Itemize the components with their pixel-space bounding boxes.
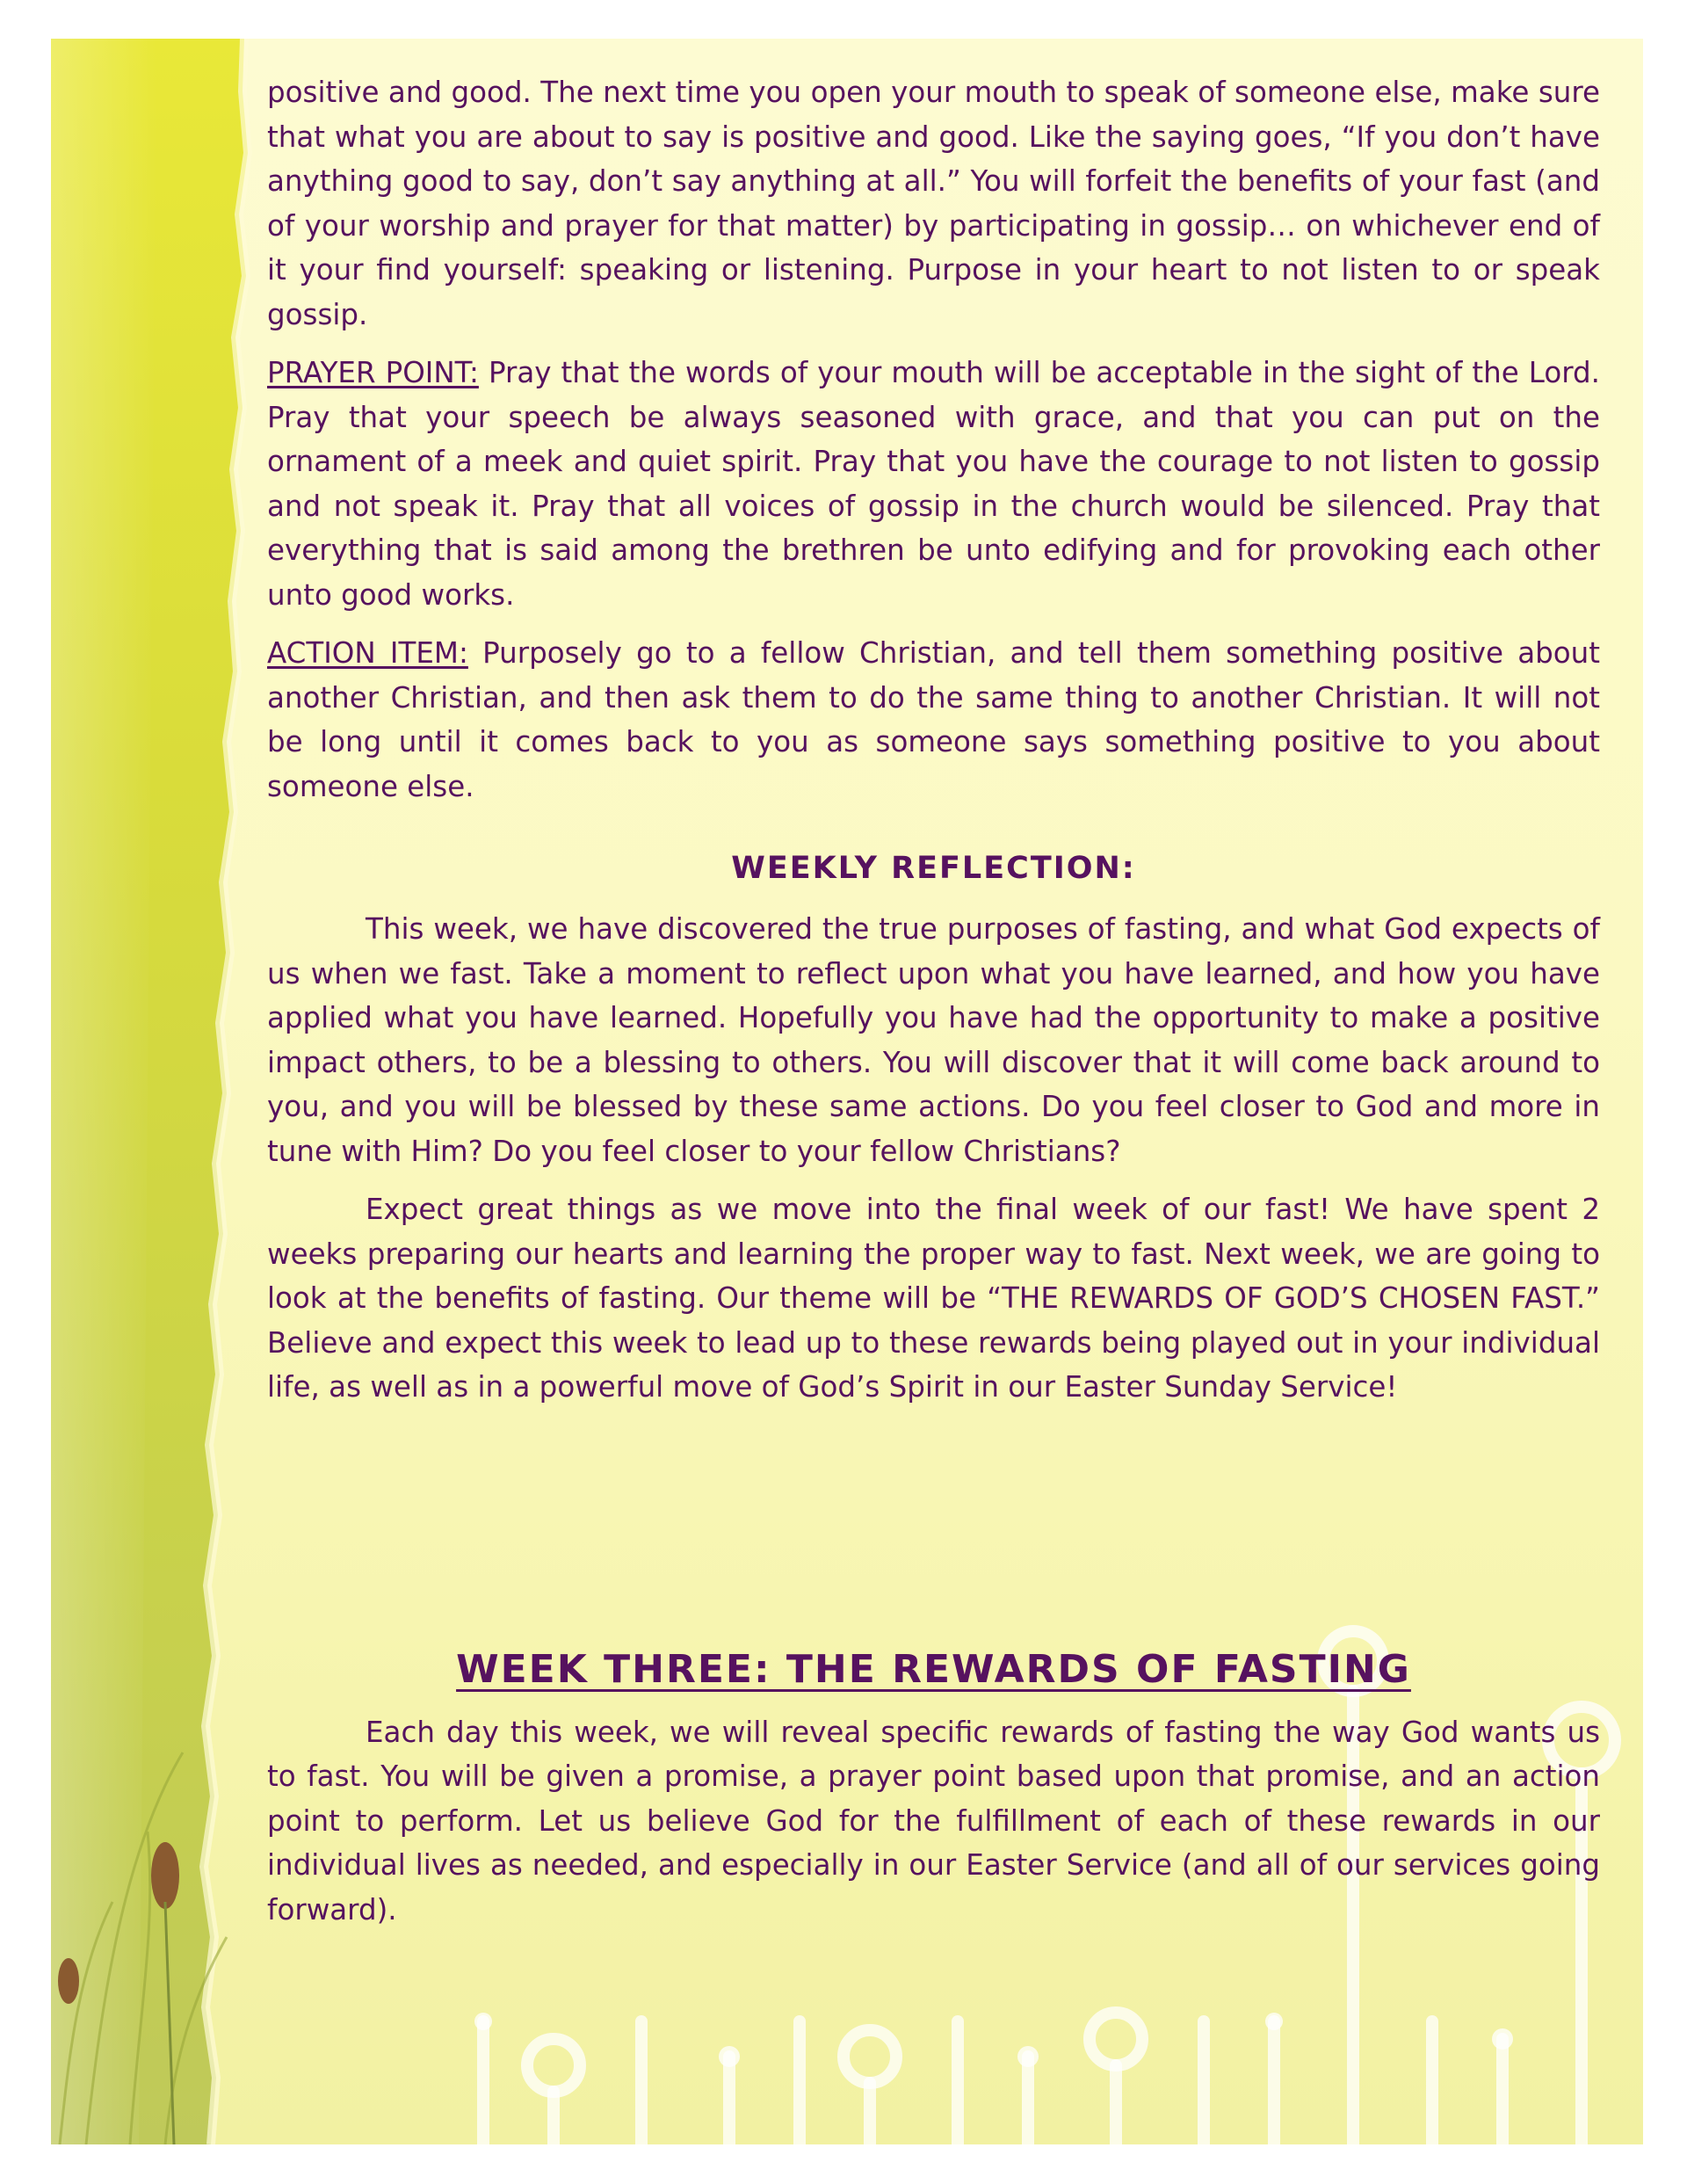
prayer-point-label: PRAYER POINT: <box>267 356 479 389</box>
weekly-reflection-heading: WEEKLY REFLECTION: <box>731 851 1136 886</box>
action-item-label: ACTION ITEM: <box>267 636 468 670</box>
reflection-paragraph-2: Expect great things as we move into the final week of our fast! We have spent 2 weeks preparing our hearts and learning the proper way to fast. Next week, we are going to look at the benefits of fasting. Our theme will be “THE REWARDS OF GOD’S CHOSEN FAST.” Believe and expect this week to lead up to these rewards being played out in your individual life, as well as in a powerful move of God’s Spirit in our Easter Sunday Service! <box>267 1193 1600 1404</box>
prayer-point-text: Pray that the words of your mouth will be acceptable in the sight of the Lord. Pray that your speech be always seasoned with grace, and that you can put on the ornament of a meek and quiet spirit. Pray that you have the courage to not listen to gossip and not speak it. Pray that all voices of gossip in the church would be silenced. Pray that everything that is said among the brethren be unto edifying and for provoking each other unto good works. <box>267 356 1600 612</box>
week-three-paragraph: Each day this week, we will reveal specific rewards of fasting the way God wants us to fast. You will be given a promise, a prayer point based upon that promise, and an action point to perform. Let us believe God for the fulfillment of each of these rewards in our individual lives as needed, and especially in our Easter Service (and all of our services going forward). <box>267 1715 1600 1926</box>
gossip-paragraph: positive and good. The next time you open your mouth to speak of someone else, make sure that what you are about to say is positive and good. Like the saying goes, “If you don’t have anything good to say, don’t say anything at all.” You will forfeit the benefits of your fast (and of your worship and prayer for that matter) by participating in gossip… on whichever end of it your find yourself: speaking or listening. Purpose in your heart to not listen to or speak gossip. <box>267 76 1600 331</box>
document-page <box>51 39 1643 2144</box>
action-item-paragraph <box>267 631 1600 809</box>
reflection-paragraph-1: This week, we have discovered the true purposes of fasting, and what God expects of us when we fast. Take a moment to reflect upon what you have learned, and how you have applied what you have learned. Hopefully you have had the opportunity to make a positive impact others, to be a blessing to others. You will discover that it will come back around to you, and you will be blessed by these same actions. Do you feel closer to God and more in tune with Him? Do you feel closer to your fellow Christians? <box>267 912 1600 1168</box>
prayer-point-paragraph <box>267 351 1600 617</box>
document-content <box>267 70 1600 1946</box>
action-item-text: Purposely go to a fellow Christian, and tell them something positive about another Christian, and then ask them to do the same thing to another Christian. It will not be long until it comes back to you as someone says something positive to you about someone else. <box>267 636 1600 803</box>
week-three-heading: WEEK THREE: THE REWARDS OF FASTING <box>456 1646 1411 1692</box>
